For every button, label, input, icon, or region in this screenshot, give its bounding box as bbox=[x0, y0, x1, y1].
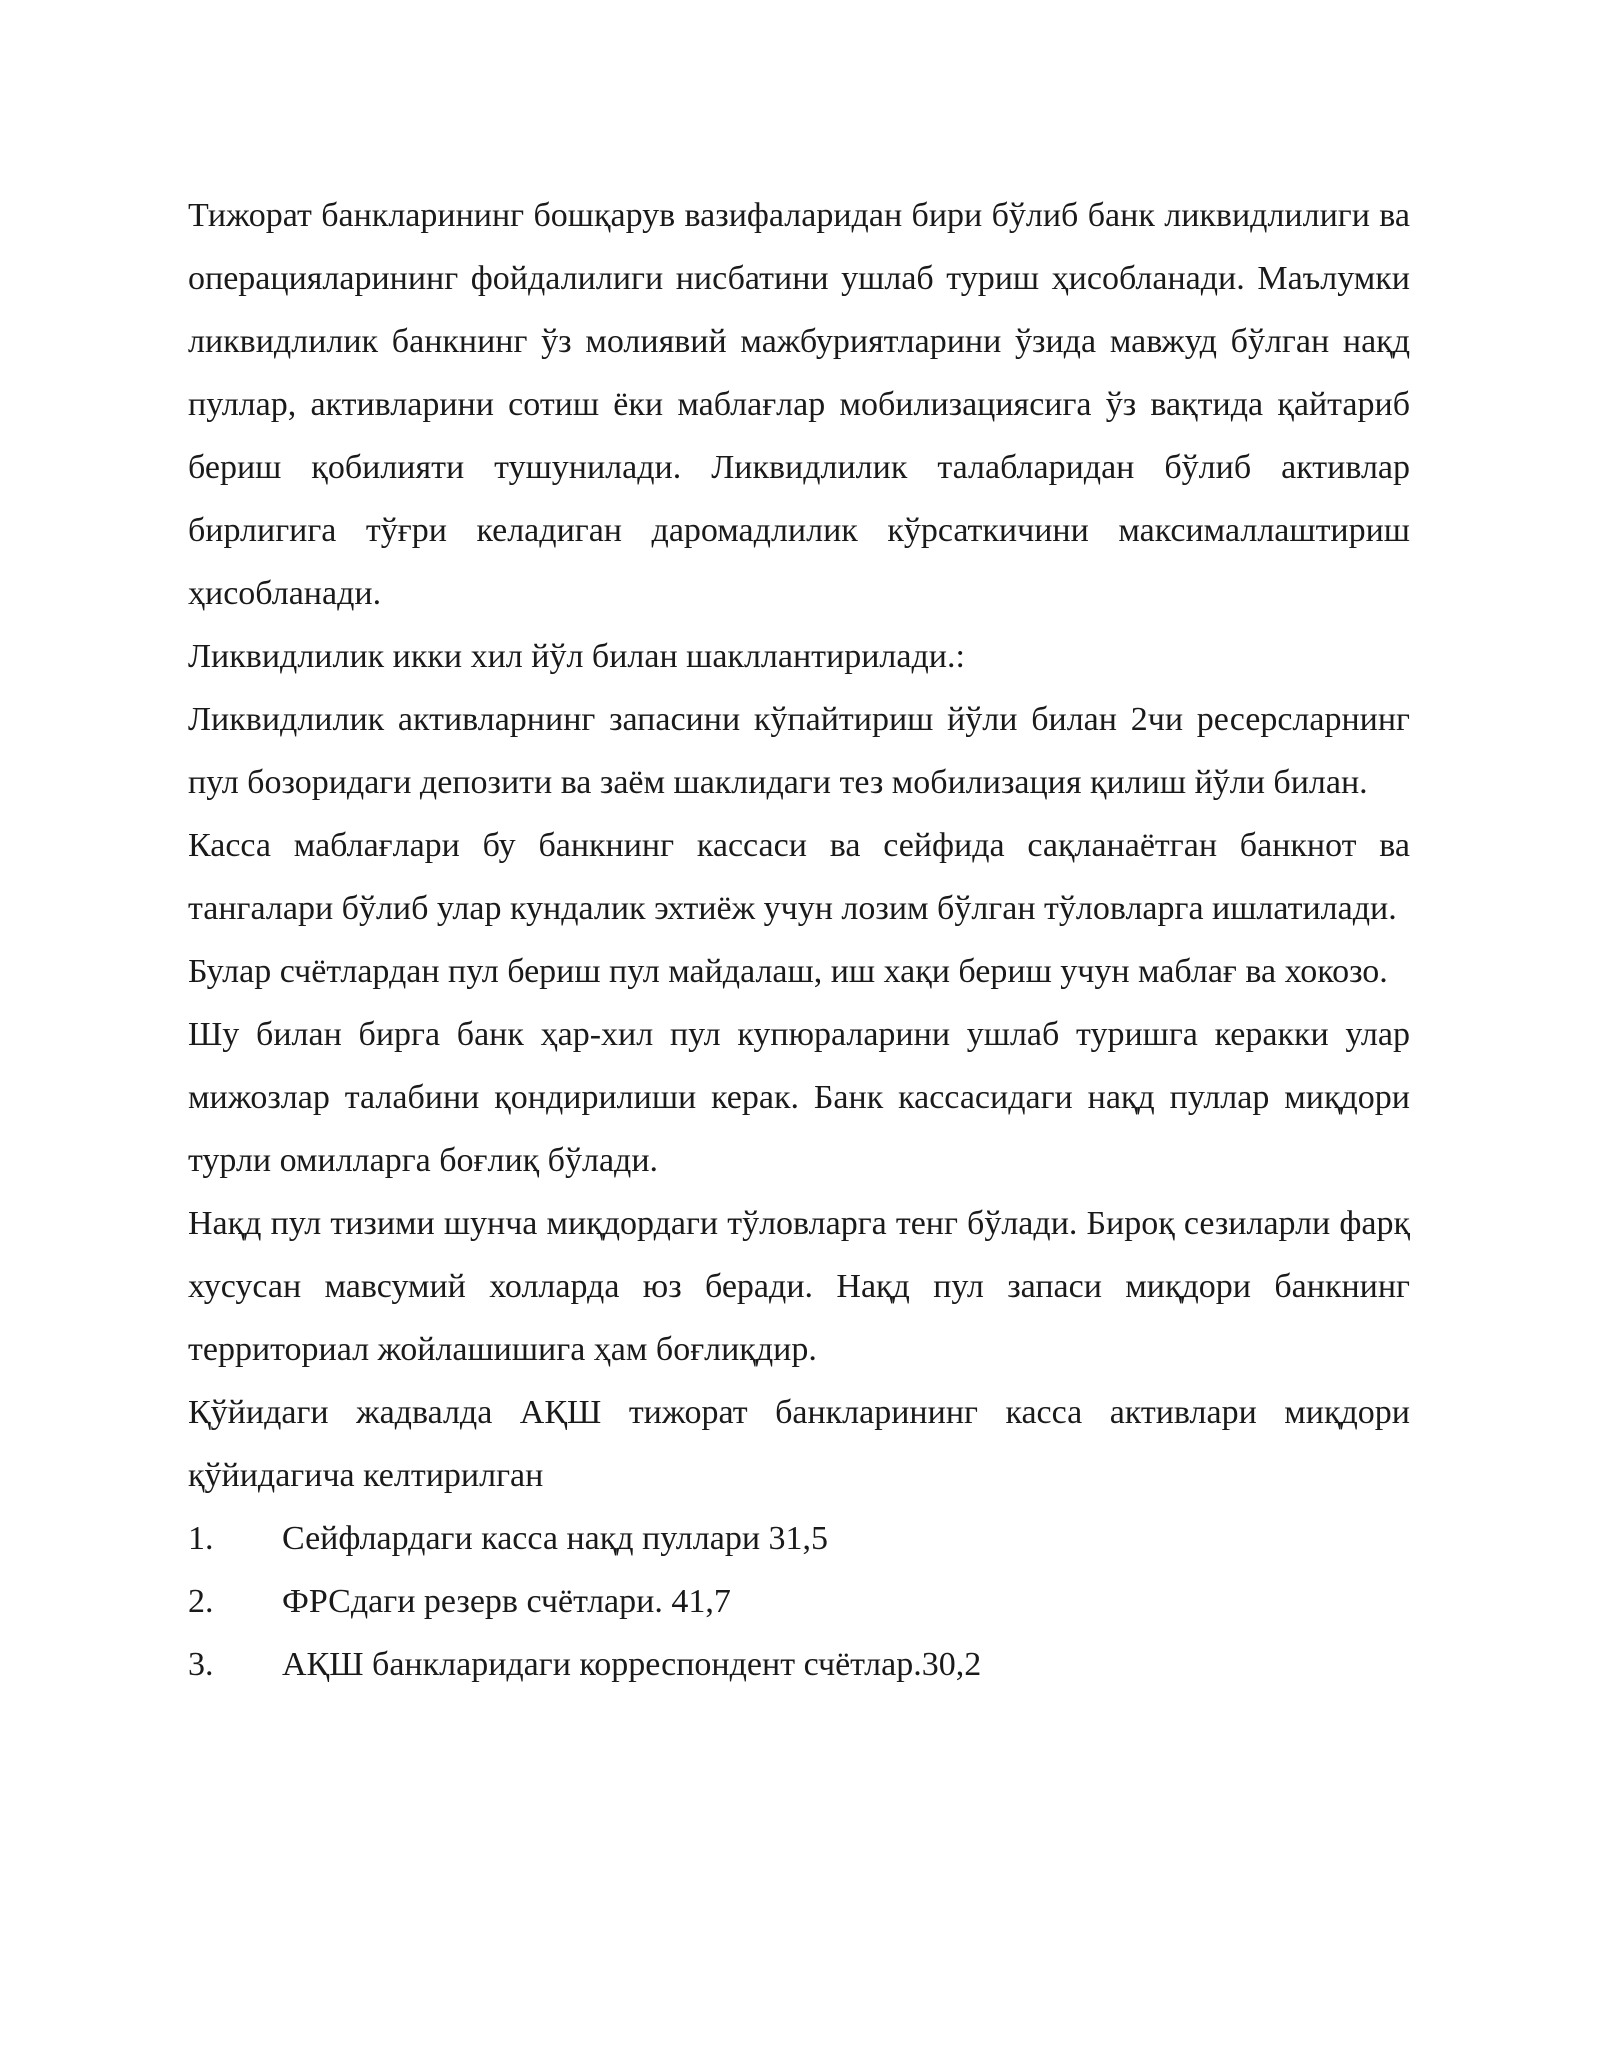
list-item-number: 2. bbox=[188, 1583, 214, 1620]
numbered-list bbox=[188, 1507, 1410, 1696]
list-item bbox=[188, 1633, 1410, 1696]
paragraph: Ликвидлилик активларнинг запасини кўпайтириш йўли билан 2чи ресерсларнинг пул бозоридаги депозити ва заём шаклидаги тез мобилизация қилиш йўли билан. bbox=[188, 701, 1410, 801]
paragraph: Нақд пул тизими шунча миқдордаги тўловларга тенг бўлади. Бироқ сезиларли фарқ хусусан мавсумий холларда юз беради. Нақд пул запаси миқдори банкнинг территориал жойлашишига ҳам боғлиқдир. bbox=[188, 1205, 1410, 1368]
list-item bbox=[188, 1570, 1410, 1633]
list-item-number: 1. bbox=[188, 1520, 214, 1557]
list-item bbox=[188, 1507, 1410, 1570]
paragraph: Шу билан бирга банк ҳар-хил пул купюраларини ушлаб туришга керакки улар мижозлар талабини қондирилиши керак. Банк кассасидаги нақд пуллар миқдори турли омилларга боғлиқ бўлади. bbox=[188, 1016, 1410, 1179]
list-item-text: АҚШ банкларидаги корреспондент счётлар.30,2 bbox=[282, 1646, 982, 1683]
paragraph: Касса маблағлари бу банкнинг кассаси ва сейфида сақланаётган банкнот ва тангалари бўлиб улар кундалик эхтиёж учун лозим бўлган тўловларга ишлатилади. bbox=[188, 827, 1410, 927]
list-item-text: Сейфлардаги касса нақд пуллари 31,5 bbox=[282, 1520, 829, 1557]
paragraph: Тижорат банкларининг бошқарув вазифаларидан бири бўлиб банк ликвидлилиги ва операцияларининг фойдалилиги нисбатини ушлаб туриш ҳисобланади. Маълумки ликвидлилик банкнинг ўз молиявий мажбуриятларини ўзида мавжуд бўлган нақд пуллар, активларини сотиш ёки маблағлар мобилизациясига ўз вақтида қайтариб бериш қобилияти тушунилади. Ликвидлилик талабларидан бўлиб активлар бирлигига тўғри келадиган даромадлилик кўрсаткичини максималлаштириш ҳисобланади. bbox=[188, 197, 1410, 612]
list-item-number: 3. bbox=[188, 1646, 214, 1683]
paragraph: Булар счётлардан пул бериш пул майдалаш, иш хақи бериш учун маблағ ва хокозо. bbox=[188, 953, 1388, 990]
document-page bbox=[188, 184, 1410, 1696]
paragraph: Ликвидлилик икки хил йўл билан шакллантирилади.: bbox=[188, 638, 965, 675]
list-item-text: ФРСдаги резерв счётлари. 41,7 bbox=[282, 1583, 731, 1620]
paragraph: Қўйидаги жадвалда АҚШ тижорат банкларининг касса активлари миқдори қўйидагича келтирилган bbox=[188, 1394, 1410, 1494]
